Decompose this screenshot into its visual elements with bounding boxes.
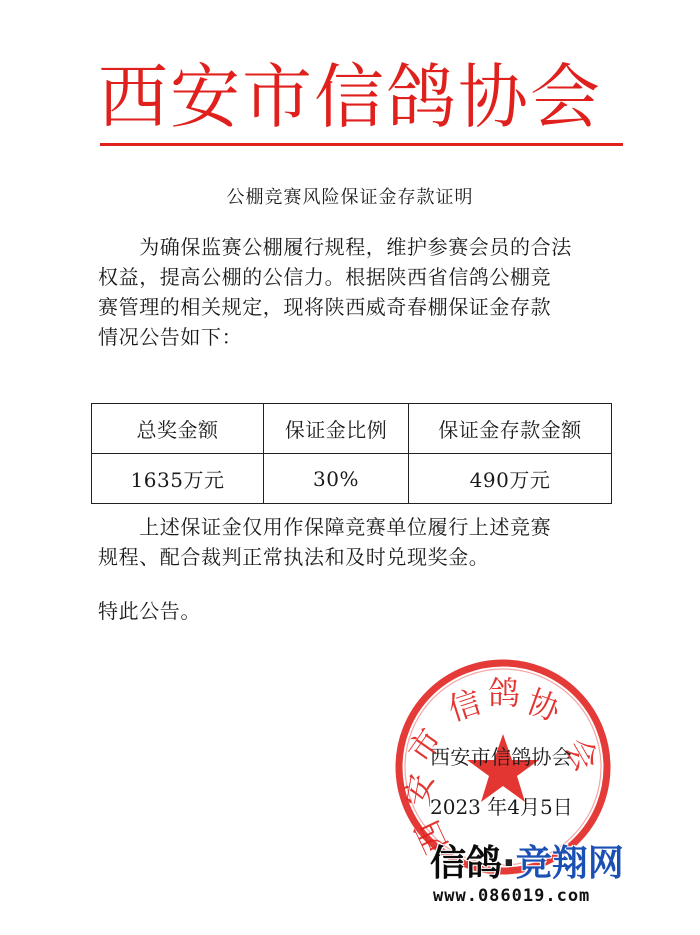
document-title: 公棚竞赛风险保证金存款证明 bbox=[226, 187, 474, 208]
closing-line bbox=[98, 596, 618, 626]
header-deposit-ratio: 保证金比例 bbox=[264, 404, 409, 454]
signature-date: 2023 年4月5日 bbox=[430, 795, 573, 819]
watermark-logo-part2: 竞翔网 bbox=[515, 843, 624, 884]
paragraph-line: 规程、配合裁判正常执法和及时兑现奖金。 bbox=[98, 545, 490, 569]
watermark-logo bbox=[430, 842, 624, 886]
paragraph-line: 赛管理的相关规定，现将陕西威奇春棚保证金存款 bbox=[98, 295, 552, 319]
letterhead-rule bbox=[100, 143, 623, 146]
watermark-logo-part1: 信鸽 bbox=[430, 843, 503, 884]
watermark-dot: · bbox=[502, 843, 516, 884]
org-letterhead-title: 西安市信鸽协会 bbox=[98, 56, 602, 138]
seal-char: 信 bbox=[443, 682, 486, 729]
seal-char: 市 bbox=[400, 721, 450, 770]
table-row bbox=[92, 454, 612, 504]
seal-char: 协 bbox=[522, 682, 566, 729]
paragraph-line: 上述保证金仅用作保障竞赛单位履行上述竞赛 bbox=[98, 515, 552, 539]
table-header-row bbox=[92, 404, 612, 454]
deposit-table bbox=[91, 403, 612, 504]
intro-paragraph bbox=[98, 232, 618, 352]
signature-organization: 西安市信鸽协会 bbox=[430, 745, 573, 769]
watermark-url: www.086019.com bbox=[433, 886, 591, 906]
usage-paragraph bbox=[98, 512, 618, 572]
closing-text: 特此公告。 bbox=[98, 599, 201, 623]
paragraph-line: 权益，提高公棚的公信力。根据陕西省信鸽公棚竞 bbox=[98, 265, 552, 289]
header-total-prize: 总奖金额 bbox=[92, 404, 264, 454]
cell-deposit-amount: 490万元 bbox=[409, 454, 612, 504]
site-watermark bbox=[430, 842, 660, 912]
seal-char: 西 bbox=[408, 814, 457, 860]
cell-total-prize: 1635万元 bbox=[92, 454, 264, 504]
seal-char: 鸽 bbox=[487, 674, 521, 712]
header-deposit-amount: 保证金存款金额 bbox=[409, 404, 612, 454]
paragraph-line: 为确保监赛公棚履行规程，维护参赛会员的合法 bbox=[98, 235, 572, 259]
seal-char: 会 bbox=[557, 731, 606, 778]
cell-deposit-ratio: 30% bbox=[264, 454, 409, 504]
seal-char: 安 bbox=[397, 771, 441, 810]
paragraph-line: 情况公告如下： bbox=[98, 325, 243, 349]
